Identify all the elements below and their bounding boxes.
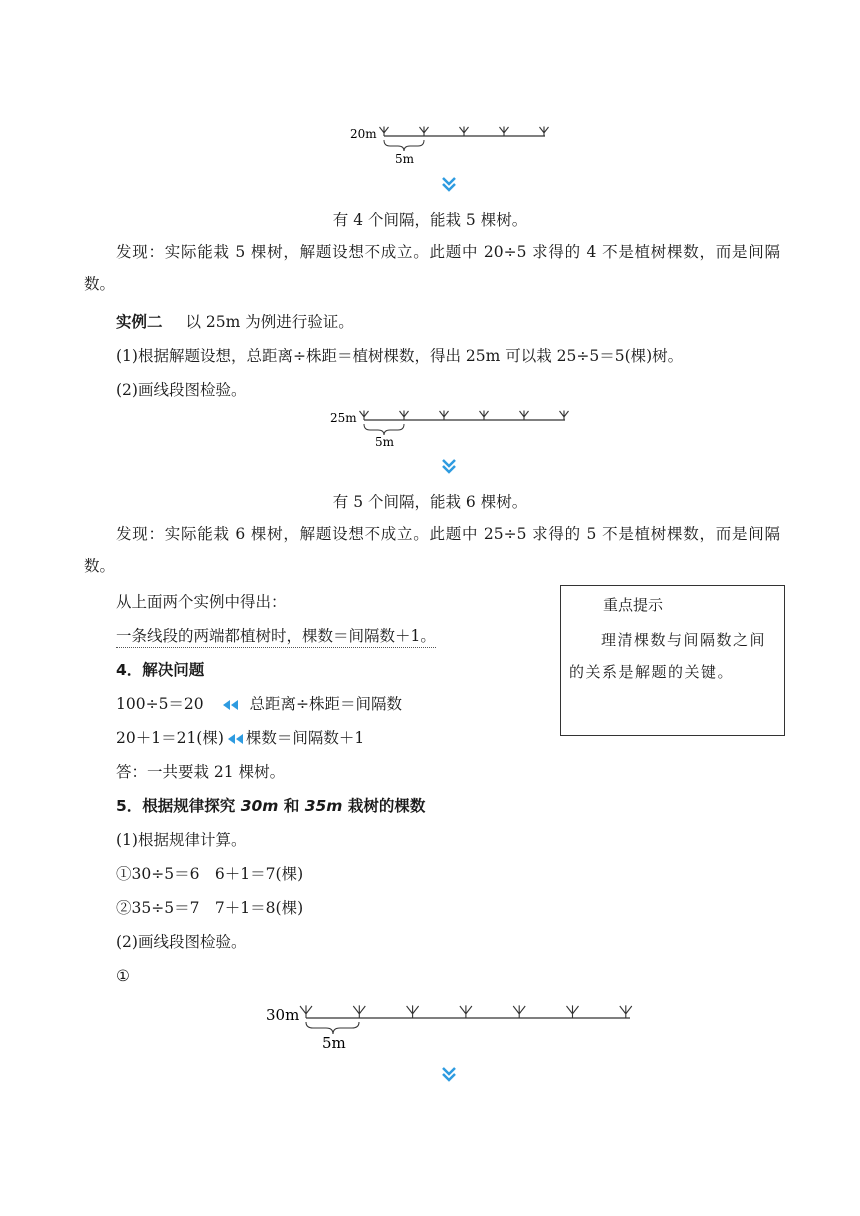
tree-icon [500,127,509,136]
tree-icon [300,1005,312,1018]
gap-label: 5m [322,1034,346,1052]
step-2-2: (2)画线段图检验。 [116,381,247,399]
key-tip-box [560,585,785,736]
tree-icon [520,411,529,420]
example-2-text: 以 25m 为例进行验证。 [185,313,354,331]
total-length-label: 20m [350,127,377,141]
heading-part: 和 [278,797,305,815]
tip-title: 重点提示 [603,596,664,614]
section-5-step-2: (2)画线段图检验。 [116,933,247,951]
tree-icon [567,1005,579,1018]
tree-icon [560,411,569,420]
section-4-heading: 4．解决问题 [116,661,205,679]
example-2-label: 实例二 [116,313,163,331]
double-left-arrow-icon [221,699,241,711]
calc-1: 100÷5＝20 [116,695,204,713]
tree-icon [460,1005,472,1018]
tree-icon [620,1005,632,1018]
section-5-calc-a: ①30÷5＝6 6＋1＝7(棵) [116,865,304,883]
tree-icon [360,411,369,420]
heading-35m: 35m [304,797,343,815]
finding-text-2: 发现：实际能栽 6 棵树，解题设想不成立。此题中 25÷5 求得的 5 不是植树棵数，而是间隔数。 [84,525,780,575]
down-arrow-icon [442,458,456,474]
gap-label: 5m [375,435,395,449]
finding-text-1: 发现：实际能栽 5 棵树，解题设想不成立。此题中 20÷5 求得的 4 不是植树棵数，而是间隔数。 [84,243,780,293]
heading-part: 5．根据规律探究 [116,797,241,815]
down-arrow-icon [442,176,456,192]
double-left-arrow-icon [226,733,246,745]
segment-diagram-25m [320,402,580,452]
calc-2: 20＋1＝21(棵) [116,729,224,747]
circled-number-1: ① [116,967,130,985]
tree-marks [300,1005,632,1018]
note-1: 总距离÷株距＝间隔数 [249,695,403,713]
tip-text: 理清棵数与间隔数之间的关系是解题的关键。 [569,631,767,681]
tree-icon [380,127,389,136]
tree-icon [513,1005,525,1018]
result-text-1: 有 4 个间隔，能栽 5 棵树。 [332,211,528,229]
tree-icon [353,1005,365,1018]
tree-icon [407,1005,419,1018]
note-2: 棵数＝间隔数＋1 [245,729,365,747]
heading-30m: 30m [240,797,279,815]
calc-line-2 [116,728,364,748]
section-5-step-1: (1)根据规律计算。 [116,831,247,849]
answer: 答：一共要栽 21 棵树。 [116,763,286,781]
tree-icon [420,127,429,136]
conclusion-rule: 一条线段的两端都植树时，棵数＝间隔数＋1。 [116,626,436,648]
tree-icon [540,127,549,136]
gap-label: 5m [395,152,415,166]
step-2-1: (1)根据解题设想，总距离÷株距＝植树棵数，得出 25m 可以栽 25÷5＝5(棵)树。 [116,347,684,365]
tree-icon [480,411,489,420]
segment-diagram-30m [260,998,640,1054]
section-5-heading [116,796,425,816]
down-arrow-icon [442,1066,456,1082]
tree-icon [440,411,449,420]
calc-line-1 [116,694,402,714]
section-5-calc-b: ②35÷5＝7 7＋1＝8(棵) [116,899,304,917]
result-text-2: 有 5 个间隔，能栽 6 棵树。 [332,493,528,511]
heading-part: 栽树的棵数 [342,797,426,815]
conclusion-intro: 从上面两个实例中得出： [116,593,287,611]
segment-diagram-20m [340,120,560,170]
total-length-label: 30m [266,1006,300,1024]
tree-icon [460,127,469,136]
example-2 [116,312,354,332]
total-length-label: 25m [330,411,357,425]
tree-marks [380,127,549,136]
tree-icon [400,411,409,420]
tree-marks [360,411,569,420]
